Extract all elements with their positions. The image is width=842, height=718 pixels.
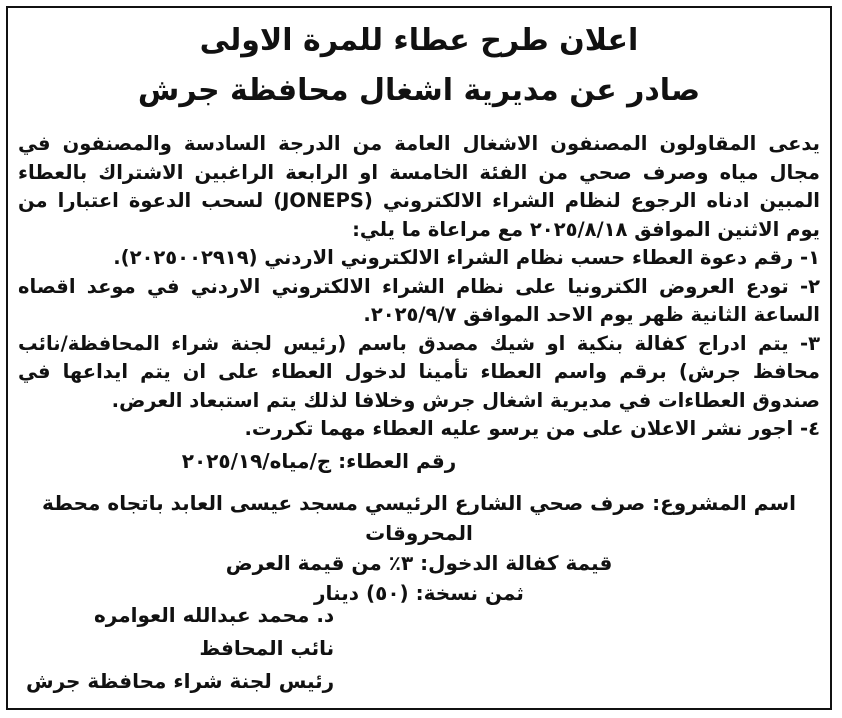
tender-number: رقم العطاء: ج/مياه/٢٠٢٥/١٩ xyxy=(181,448,457,473)
entry-guarantee: قيمة كفالة الدخول: ٣٪ من قيمة العرض xyxy=(225,550,613,575)
signature-block xyxy=(26,599,334,698)
announcement-body xyxy=(18,8,820,708)
condition-item-1: ١- رقم دعوة العطاء حسب نظام الشراء الالكتروني الاردني (٢٠٢٥٠٠٢٩١٩). xyxy=(113,246,820,269)
announcement-title: اعلان طرح عطاء للمرة الاولى xyxy=(199,23,639,58)
copy-price: ثمن نسخة: (٥٠) دينار xyxy=(314,580,524,605)
condition-item-2: ٢- تودع العروض الكترونيا على نظام الشراء الالكتروني الاردني في موعد اقصاه الساعة الثانية ظهر يوم الاحد الموافق ٢٠٢٥/٩/٧. xyxy=(18,274,820,326)
issuer-title: صادر عن مديرية اشغال محافظة جرش xyxy=(137,73,701,108)
signatory-position: نائب المحافظ xyxy=(199,636,335,660)
project-name: اسم المشروع: صرف صحي الشارع الرئيسي مسجد عيسى العابد باتجاه محطة المحروقات xyxy=(42,490,796,545)
signatory-name: د. محمد عبدالله العوامره xyxy=(93,603,335,627)
announcement-frame xyxy=(6,6,832,710)
condition-item-4: ٤- اجور نشر الاعلان على من يرسو عليه العطاء مهما تكررت. xyxy=(244,417,820,440)
condition-item-3: ٣- يتم ادراج كفالة بنكية او شيك مصدق باسم (رئيس لجنة شراء المحافظة/نائب محافظ جرش) برقم واسم العطاء تأمينا لدخول العطاء على ان يتم ايداعها في صندوق العطاءات في مديرية اشغال جرش وخلافا لذلك يتم استبعاد العرض. xyxy=(18,331,820,412)
signatory-role: رئيس لجنة شراء محافظة جرش xyxy=(26,669,335,693)
intro-paragraph: يدعى المقاولون المصنفون الاشغال العامة من الدرجة السادسة والمصنفون في مجال مياه وصرف صحي من الفئة الخامسة او الرابعة الراغبين الاشتراك بالعطاء المبين ادناه الرجوع لنظام الشراء الالكتروني (JONEPS) لسحب الدعوة اعتبارا من يوم الاثنين الموافق ٢٠٢٥/٨/١٨ مع مراعاة ما يلي: xyxy=(18,132,820,241)
